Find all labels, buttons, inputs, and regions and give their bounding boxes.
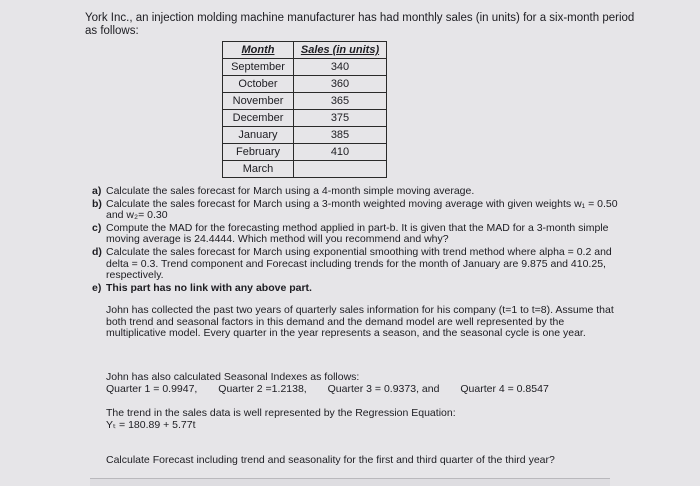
question-e — [92, 283, 632, 295]
question-text: Calculate the sales forecast for March using a 4-month simple moving average. — [106, 185, 475, 197]
question-text: Compute the MAD for the forecasting method applied in part-b. It is given that the MAD for a 3-month simple moving average is 24.4444. Which method will you recommend and why? — [106, 221, 609, 246]
question-label: a) — [92, 185, 102, 197]
question-text: This part has no link with any above part. — [106, 281, 312, 294]
table-row — [223, 110, 387, 127]
question-d — [92, 247, 632, 282]
question-a — [92, 186, 632, 198]
part-e-paragraph: John has collected the past two years of quarterly sales information for his company (t=1 to t=8). Assume that both trend and seasonal factors in this demand and the demand model are well represented by the multiplicative model. Every quarter in the year represents a season, and the seasonal cycle is one year. — [106, 304, 614, 340]
seasonal-indexes — [106, 384, 626, 396]
trend-intro: The trend in the sales data is well represented by the Regression Equation: — [106, 407, 456, 419]
table-row — [223, 144, 387, 161]
sales-cell: 340 — [294, 59, 387, 76]
month-cell: January — [223, 127, 294, 144]
quarter-3-index: Quarter 3 = 0.9373, and — [327, 383, 440, 395]
sales-cell: 410 — [294, 144, 387, 161]
month-cell: March — [223, 161, 294, 178]
table-row — [223, 161, 387, 178]
sales-cell: 365 — [294, 93, 387, 110]
month-header: Month — [223, 42, 294, 59]
intro-text: York Inc., an injection molding machine manufacturer has had monthly sales (in units) for a six-month period as follows: — [85, 12, 635, 37]
sales-table — [222, 41, 387, 178]
question-label: c) — [92, 221, 102, 234]
table-row — [223, 76, 387, 93]
question-label: b) — [92, 197, 102, 210]
table-row — [223, 59, 387, 76]
question-list — [92, 186, 632, 295]
table-row — [223, 93, 387, 110]
month-cell: November — [223, 93, 294, 110]
question-label: d) — [92, 245, 102, 258]
question-label: e) — [92, 281, 102, 294]
quarter-1-index: Quarter 1 = 0.9947, — [106, 383, 198, 395]
regression-equation: Yₜ = 180.89 + 5.77t — [106, 419, 196, 431]
final-question: Calculate Forecast including trend and seasonality for the first and third quarter of the third year? — [106, 454, 555, 466]
sales-cell: 385 — [294, 127, 387, 144]
quarter-4-index: Quarter 4 = 0.8547 — [460, 383, 549, 395]
question-c — [92, 223, 632, 246]
question-b — [92, 199, 632, 222]
month-cell: October — [223, 76, 294, 93]
quarter-2-index: Quarter 2 =1.2138, — [218, 383, 307, 395]
sales-header: Sales (in units) — [294, 42, 387, 59]
sales-cell — [294, 161, 387, 178]
question-text: Calculate the sales forecast for March using a 3-month weighted moving average with given weights w₁ = 0.50 and w₂= 0.30 — [106, 197, 618, 222]
seasonal-intro: John has also calculated Seasonal Indexes as follows: — [106, 371, 360, 383]
month-cell: December — [223, 110, 294, 127]
month-cell: February — [223, 144, 294, 161]
month-cell: September — [223, 59, 294, 76]
sales-cell: 375 — [294, 110, 387, 127]
table-row — [223, 127, 387, 144]
sales-cell: 360 — [294, 76, 387, 93]
question-text: Calculate the sales forecast for March using exponential smoothing with trend method where alpha = 0.2 and delta = 0.3. Trend component and Forecast including trends for the month of January are 9.875 and 410.25, respectively. — [106, 245, 612, 282]
